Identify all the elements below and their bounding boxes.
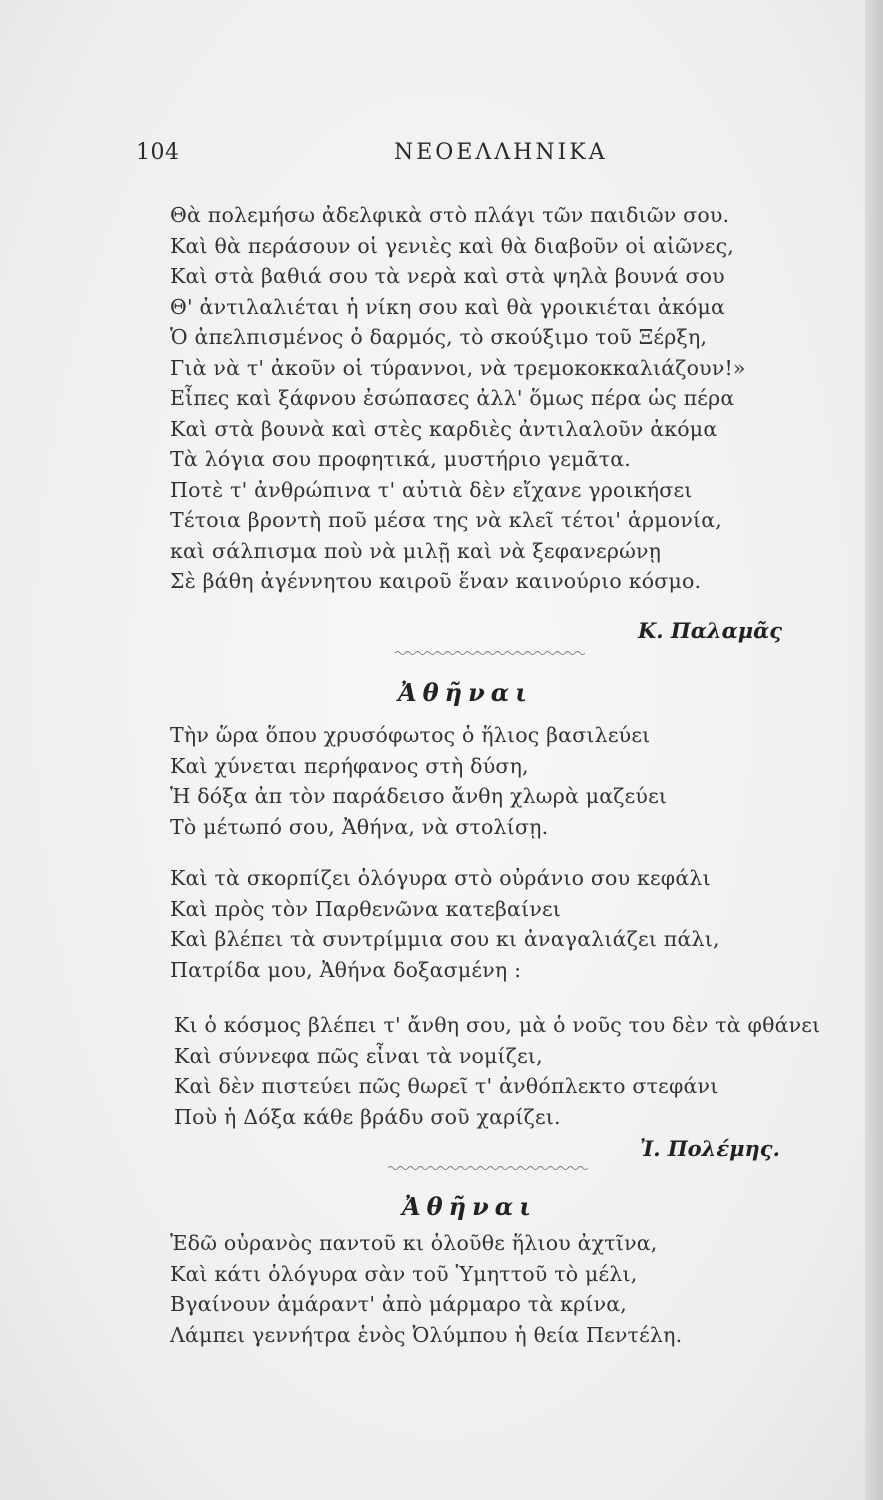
poem-1-line: Θ' ἀντιλαλιέται ἡ νίκη σου καὶ θὰ γροικιέται ἀκόμα <box>170 294 726 319</box>
poem-1-line: Καὶ στὰ βουνὰ καὶ στὲς καρδιὲς ἀντιλαλοῦν ἀκόμα <box>170 416 718 441</box>
poem-1-line: Ὁ ἀπελπισμένος ὁ δαρμός, τὸ σκούξιμο τοῦ Ξέρξη, <box>170 325 708 349</box>
poem-3-line: Λάμπει γεννήτρα ἑνὸς Ὀλύμπου ἡ θεία Πεντέλη. <box>170 1322 683 1347</box>
poem-1-line: Θὰ πολεμήσω ἀδελφικὰ στὸ πλάγι τῶν παιδιῶν σου. <box>170 203 730 227</box>
poem-1-line: Καὶ στὰ βαθιά σου τὰ νερὰ καὶ στὰ ψηλὰ βουνά σου <box>170 264 725 288</box>
poem-1-line: καὶ σάλπισμα ποὺ νὰ μιλῇ καὶ νὰ ξεφανερώνῃ <box>170 538 662 563</box>
poem-2-line: Καὶ χύνεται περήφανος στὴ δύση, <box>170 753 529 778</box>
poem-2-line: Ἡ δόξα ἀπ τὸν παράδεισο ἄνθη χλωρὰ μαζεύει <box>170 784 668 808</box>
poem-3-line: Ἐδῶ οὐρανὸς παντοῦ κι ὁλοῦθε ἥλιου ἀχτῖνα, <box>170 1231 658 1255</box>
poem-2-stanza-2 <box>170 863 850 985</box>
poem-2-line: Τὸ μέτωπό σου, Ἀθήνα, νὰ στολίσῃ. <box>170 814 549 839</box>
running-title: ΝΕΟΕΛΛΗΝΙΚΑ <box>394 140 608 165</box>
poem-1-line: Τέτοια βροντὴ ποῦ μέσα της νὰ κλεῖ τέτοι' ἁρμονία, <box>170 508 722 532</box>
poem-1-line: Εἶπες καὶ ξάφνου ἐσώπασες ἀλλ' ὅμως πέρα ὡς πέρα <box>170 386 735 410</box>
section-divider <box>395 650 585 656</box>
poem-3-text <box>170 1228 850 1350</box>
poem-2-line: Πατρίδα μου, Ἀθήνα δοξασμένη : <box>170 957 522 982</box>
poem-2-stanza-1 <box>170 720 850 842</box>
poem-1-line: Γιὰ νὰ τ' ἀκοῦν οἱ τύραννοι, νὰ τρεμοκοκκαλιάζουν!» <box>170 355 746 380</box>
poem-2-line: Ποὺ ἡ Δόξα κάθε βράδυ σοῦ χαρίζει. <box>174 1104 561 1129</box>
poem-2-line: Καὶ σύννεφα πῶς εἶναι τὰ νομίζει, <box>174 1043 543 1068</box>
poem-2-line: Καὶ βλέπει τὰ συντρίμμια σου κι ἀναγαλιάζει πάλι, <box>170 927 720 951</box>
poem-2-line: Καὶ δὲν πιστεύει πῶς θωρεῖ τ' ἀνθόπλεκτο στεφάνι <box>174 1074 719 1098</box>
poem-2-line: Τὴν ὥρα ὅπου χρυσόφωτος ὁ ἥλιος βασιλεύει <box>170 723 651 747</box>
poem-1-text <box>170 200 850 597</box>
poem-3-line: Βγαίνουν ἀμάραντ' ἀπὸ μάρμαρο τὰ κρίνα, <box>170 1292 627 1316</box>
page-edge-shadow <box>865 0 883 1500</box>
poem-1-line: Τὰ λόγια σου προφητικά, μυστήριο γεμᾶτα. <box>170 447 631 471</box>
page-number: 104 <box>136 140 180 165</box>
poem-2-line: Κι ὁ κόσμος βλέπει τ' ἄνθη σου, μὰ ὁ νοῦς του δὲν τὰ φθάνει <box>174 1013 821 1037</box>
section-divider <box>388 1165 588 1171</box>
poem-2-stanza-3 <box>174 1010 854 1132</box>
page-header <box>136 140 866 172</box>
poem-2-signature: Ἰ. Πολέμης. <box>640 1136 780 1161</box>
poem-1-line: Καὶ θὰ περάσουν οἱ γενιὲς καὶ θὰ διαβοῦν οἱ αἰῶνες, <box>170 233 734 258</box>
poem-3-title: Ἀθῆναι <box>402 1192 537 1221</box>
poem-2-title: Ἀθῆναι <box>398 678 533 707</box>
poem-3-line: Καὶ κάτι ὁλόγυρα σὰν τοῦ Ὑμηττοῦ τὸ μέλι, <box>170 1261 638 1286</box>
poem-1-line: Ποτὲ τ' ἀνθρώπινα τ' αὐτιὰ δὲν εἴχανε γροικήσει <box>170 477 693 502</box>
poem-1-line: Σὲ βάθη ἀγέννητου καιροῦ ἕναν καινούριο κόσμο. <box>170 569 702 593</box>
poem-2-line: Καὶ τὰ σκορπίζει ὁλόγυρα στὸ οὐράνιο σου κεφάλι <box>170 866 711 890</box>
poem-1-signature: Κ. Παλαμᾶς <box>638 618 783 643</box>
poem-2-line: Καὶ πρὸς τὸν Παρθενῶνα κατεβαίνει <box>170 896 562 921</box>
